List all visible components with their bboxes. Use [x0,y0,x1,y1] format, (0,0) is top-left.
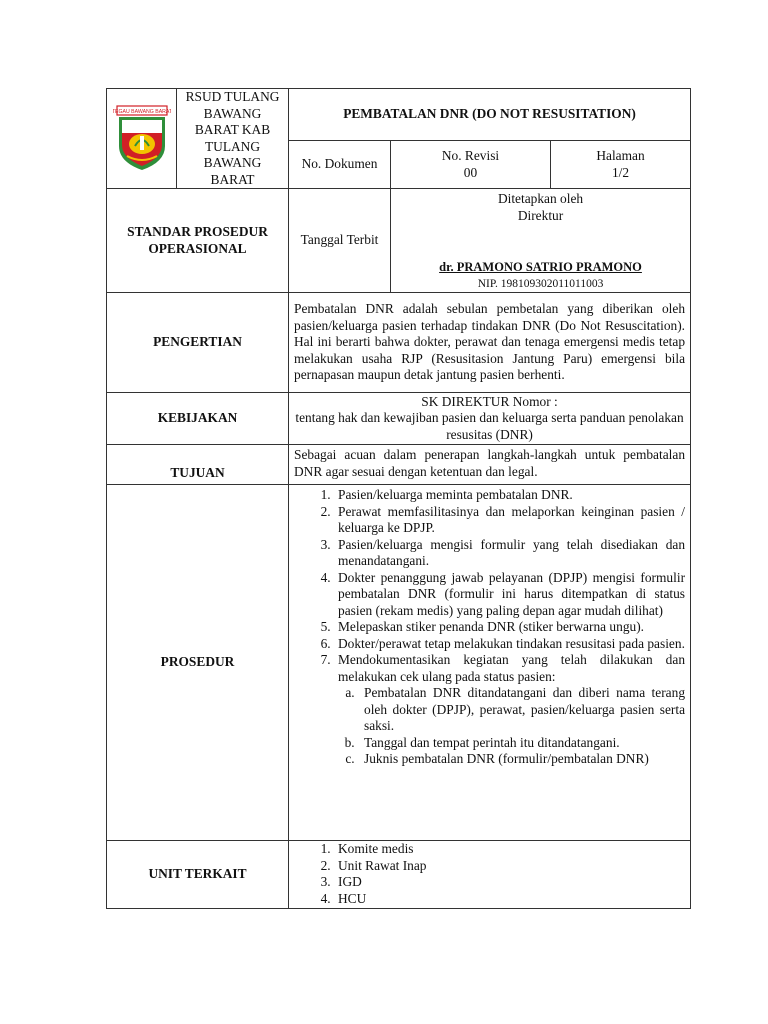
page-cell [551,141,691,189]
revision-value: 00 [463,164,478,180]
tujuan-text: Sebagai acuan dalam penerapan langkah-langkah untuk pembatalan DNR agar sesuai dengan ketentuan dan legal. [289,445,691,485]
director-name: dr. PRAMONO SATRIO PRAMONO [439,260,642,274]
prosedur-cell [289,485,691,841]
document-title: PEMBATALAN DNR (DO NOT RESUSITATION) [289,89,691,141]
approval-cell [391,189,691,293]
list-item: b. Tanggal dan tempat perintah itu ditandatangani. [358,735,685,752]
pengertian-text: Pembatalan DNR adalah sebulan pembetalan yang diberikan oleh pasien/keluarga pasien terhadap tindakan DNR (Do Not Resuscitation). Hal ini berarti bahwa dokter, perawat dan tenaga emergensi medis tetap melakukan usaha RJP (Resusitasion Jantung Paru) emergensi bila pernapasan maupun detak jantung pasien berhenti. [289,293,691,393]
revision-cell [391,141,551,189]
svg-text:TEGAU BAWANG BARAT: TEGAU BAWANG BARAT [112,109,171,116]
unit-terkait-label: UNIT TERKAIT [107,841,289,909]
list-item: 1. Pasien/keluarga meminta pembatalan DNR. [334,487,685,504]
hospital-logo [113,100,171,172]
list-item: a. Pembatalan DNR ditandatangani dan diberi nama terang oleh dokter (DPJP), perawat, pasien/keluarga pasien serta saksi. [358,685,685,735]
unit-list [294,841,685,907]
list-item: 6. Dokter/perawat tetap melakukan tindakan resusitasi pada pasien. [334,636,685,653]
kebijakan-cell [289,393,691,445]
list-item: 1. Komite medis [334,841,685,858]
prosedur-substeps [338,685,685,768]
list-item: 2. Perawat memfasilitasinya dan melaporkan keinginan pasien / keluarga ke DPJP. [334,504,685,537]
institution-name: RSUD TULANG BAWANG BARAT KAB TULANG BAWANG BARAT [177,89,289,189]
pengertian-label: PENGERTIAN [107,293,289,393]
approval-line1: Ditetapkan oleh [497,191,584,206]
kebijakan-label: KEBIJAKAN [107,393,289,445]
issue-date-label: Tanggal Terbit [289,189,391,293]
list-item [334,652,685,768]
page-value: 1/2 [611,164,630,180]
list-item: c. Juknis pembatalan DNR (formulir/pembatalan DNR) [358,751,685,768]
kebijakan-line2: tentang hak dan kewajiban pasien dan keluarga serta panduan penolakan resusitas (DNR) [295,410,684,442]
approval-line2: Direktur [517,207,564,223]
director-nip: NIP. 198109302011011003 [477,277,604,290]
list-item: 3. Pasien/keluarga mengisi formulir yang telah disediakan dan menandatangani. [334,537,685,570]
revision-label: No. Revisi [441,148,500,164]
hospital-logo-cell [107,89,177,189]
list-item: 2. Unit Rawat Inap [334,858,685,875]
sop-label: STANDAR PROSEDUR OPERASIONAL [107,189,289,293]
prosedur-steps [294,487,685,768]
page-label: Halaman [596,148,645,164]
tujuan-label: TUJUAN [107,445,289,485]
kebijakan-line1: SK DIREKTUR Nomor : [421,393,558,409]
doc-number-label: No. Dokumen [289,141,391,189]
list-item: 4. HCU [334,891,685,908]
unit-terkait-cell [289,841,691,909]
list-item: 4. Dokter penanggung jawab pelayanan (DPJP) mengisi formulir pembatalan DNR (formulir ini harus ditempatkan di status pasien (rekam medis) yang paling depan agar mudah dilihat) [334,570,685,620]
sop-table [106,88,691,909]
step-7-text: Mendokumentasikan kegiatan yang telah dilakukan dan melakukan cek ulang pada status pasien: [338,652,686,684]
list-item: 3. IGD [334,874,685,891]
list-item: 5. Melepaskan stiker penanda DNR (stiker berwarna ungu). [334,619,685,636]
prosedur-label: PROSEDUR [107,485,289,841]
